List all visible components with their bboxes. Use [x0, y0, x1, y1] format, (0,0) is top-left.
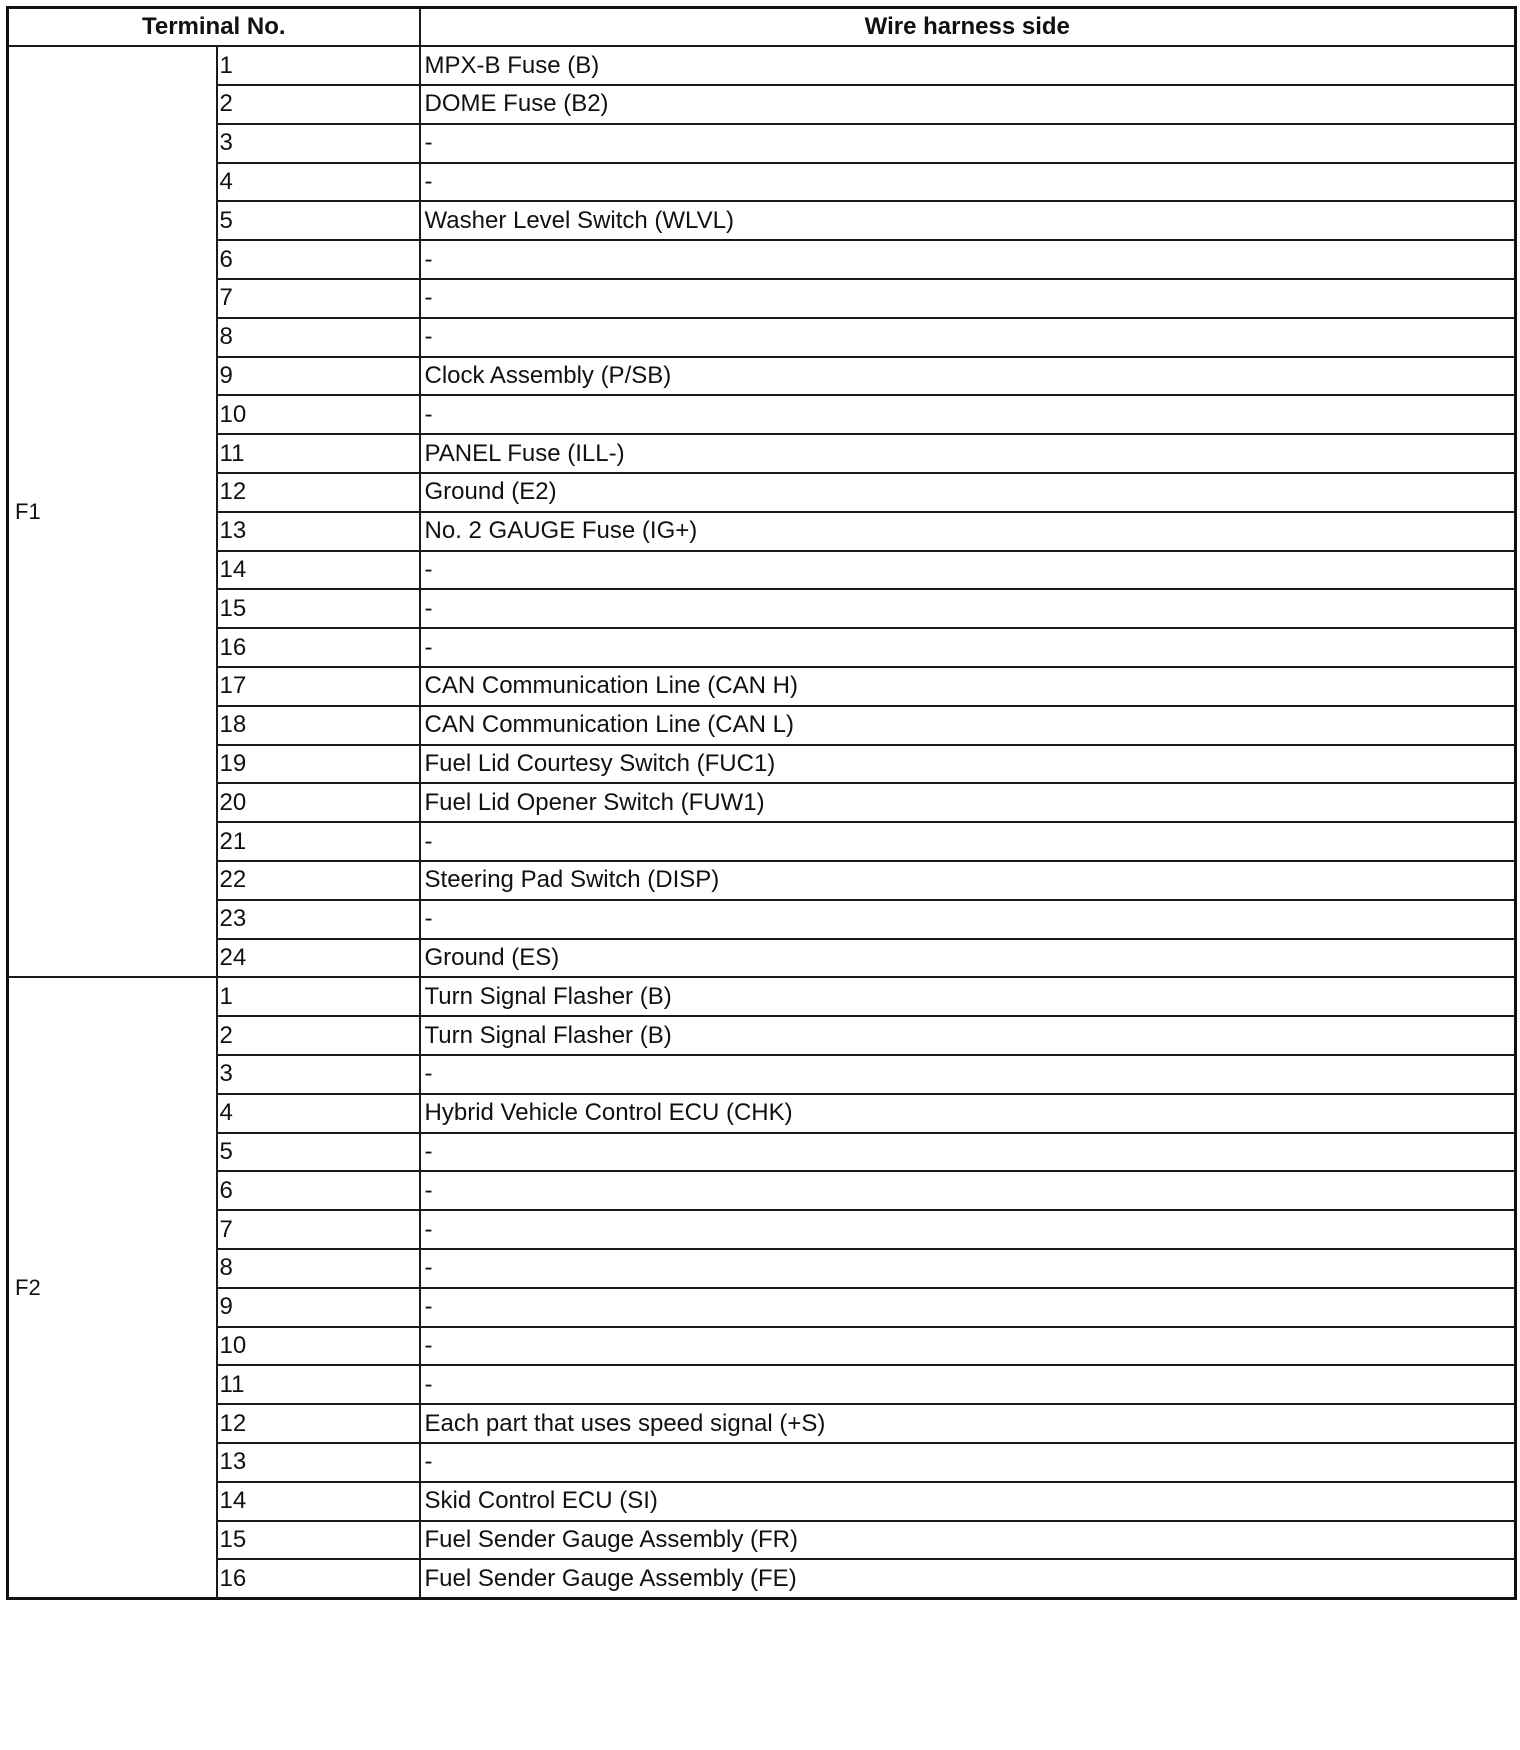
table-row	[8, 124, 1516, 163]
terminal-number: 15	[217, 589, 420, 628]
table-row	[8, 201, 1516, 240]
wire-harness-description: Ground (E2)	[420, 473, 1516, 512]
table-row	[8, 1016, 1516, 1055]
terminal-number: 19	[217, 745, 420, 784]
terminal-number: 9	[217, 357, 420, 396]
connector-group-label: F1	[8, 46, 217, 977]
table-row	[8, 434, 1516, 473]
terminal-number: 5	[217, 1133, 420, 1172]
wire-harness-description: CAN Communication Line (CAN H)	[420, 667, 1516, 706]
wire-harness-description: -	[420, 900, 1516, 939]
table-row	[8, 667, 1516, 706]
wire-harness-description: -	[420, 589, 1516, 628]
wire-harness-description: -	[420, 1365, 1516, 1404]
wire-harness-description: CAN Communication Line (CAN L)	[420, 706, 1516, 745]
table-row	[8, 1210, 1516, 1249]
terminal-number: 4	[217, 1094, 420, 1133]
wire-harness-description: -	[420, 240, 1516, 279]
table-row	[8, 977, 1516, 1016]
table-row	[8, 279, 1516, 318]
terminal-number: 14	[217, 551, 420, 590]
table-row	[8, 1327, 1516, 1366]
terminal-number: 2	[217, 1016, 420, 1055]
terminal-number: 8	[217, 1249, 420, 1288]
wire-harness-description: Fuel Lid Opener Switch (FUW1)	[420, 783, 1516, 822]
wire-harness-description: -	[420, 1133, 1516, 1172]
table-row	[8, 357, 1516, 396]
terminal-number: 21	[217, 822, 420, 861]
terminal-number: 22	[217, 861, 420, 900]
terminal-number: 14	[217, 1482, 420, 1521]
table-row	[8, 1404, 1516, 1443]
table-row	[8, 1559, 1516, 1598]
wire-harness-description: Fuel Sender Gauge Assembly (FR)	[420, 1521, 1516, 1560]
terminal-number: 4	[217, 163, 420, 202]
wire-harness-description: -	[420, 551, 1516, 590]
wire-harness-description: Washer Level Switch (WLVL)	[420, 201, 1516, 240]
table-row	[8, 1443, 1516, 1482]
connector-group-label: F2	[8, 977, 217, 1598]
terminal-number: 24	[217, 939, 420, 978]
terminal-number: 2	[217, 85, 420, 124]
wire-harness-description: -	[420, 163, 1516, 202]
terminal-number: 6	[217, 240, 420, 279]
wire-harness-description: Each part that uses speed signal (+S)	[420, 1404, 1516, 1443]
wire-harness-description: Hybrid Vehicle Control ECU (CHK)	[420, 1094, 1516, 1133]
terminal-number: 13	[217, 512, 420, 551]
wire-harness-description: Turn Signal Flasher (B)	[420, 977, 1516, 1016]
table-row	[8, 163, 1516, 202]
wire-harness-description: -	[420, 1210, 1516, 1249]
wire-harness-description: Skid Control ECU (SI)	[420, 1482, 1516, 1521]
wire-harness-description: -	[420, 318, 1516, 357]
wire-harness-description: -	[420, 628, 1516, 667]
table-row	[8, 900, 1516, 939]
wire-harness-description: -	[420, 1443, 1516, 1482]
wire-harness-description: -	[420, 1288, 1516, 1327]
wire-harness-description: Steering Pad Switch (DISP)	[420, 861, 1516, 900]
table-row	[8, 240, 1516, 279]
table-row	[8, 473, 1516, 512]
table-row	[8, 1094, 1516, 1133]
wire-harness-description: Turn Signal Flasher (B)	[420, 1016, 1516, 1055]
header-terminal-no: Terminal No.	[8, 8, 420, 47]
wire-harness-description: -	[420, 1249, 1516, 1288]
wire-harness-description: MPX-B Fuse (B)	[420, 46, 1516, 85]
table-row	[8, 512, 1516, 551]
terminal-number: 3	[217, 124, 420, 163]
terminal-number: 7	[217, 279, 420, 318]
table-row	[8, 939, 1516, 978]
wire-harness-description: DOME Fuse (B2)	[420, 85, 1516, 124]
terminal-number: 5	[217, 201, 420, 240]
table-row	[8, 551, 1516, 590]
wire-harness-description: No. 2 GAUGE Fuse (IG+)	[420, 512, 1516, 551]
table-row	[8, 1171, 1516, 1210]
wire-harness-description: -	[420, 1055, 1516, 1094]
table-row	[8, 628, 1516, 667]
wire-harness-description: Ground (ES)	[420, 939, 1516, 978]
terminal-number: 10	[217, 395, 420, 434]
table-row	[8, 1288, 1516, 1327]
terminal-number: 11	[217, 1365, 420, 1404]
table-row	[8, 822, 1516, 861]
table-row	[8, 46, 1516, 85]
terminal-number: 23	[217, 900, 420, 939]
table-row	[8, 1482, 1516, 1521]
wire-harness-description: -	[420, 1171, 1516, 1210]
terminal-number: 8	[217, 318, 420, 357]
table-row	[8, 706, 1516, 745]
table-header-row	[8, 8, 1516, 47]
table-row	[8, 861, 1516, 900]
wire-harness-description: -	[420, 124, 1516, 163]
wire-harness-description: Fuel Lid Courtesy Switch (FUC1)	[420, 745, 1516, 784]
terminal-number: 15	[217, 1521, 420, 1560]
terminal-number: 1	[217, 977, 420, 1016]
table-row	[8, 1249, 1516, 1288]
terminal-number: 20	[217, 783, 420, 822]
table-row	[8, 783, 1516, 822]
terminal-number: 12	[217, 473, 420, 512]
table-row	[8, 1055, 1516, 1094]
terminal-number: 3	[217, 1055, 420, 1094]
table-body	[8, 46, 1516, 1598]
terminal-number: 18	[217, 706, 420, 745]
terminal-number: 10	[217, 1327, 420, 1366]
wire-harness-description: -	[420, 822, 1516, 861]
table-row	[8, 318, 1516, 357]
wire-harness-description: Clock Assembly (P/SB)	[420, 357, 1516, 396]
table-row	[8, 1521, 1516, 1560]
terminal-table	[6, 6, 1517, 1600]
terminal-number: 16	[217, 628, 420, 667]
wire-harness-description: PANEL Fuse (ILL-)	[420, 434, 1516, 473]
wire-harness-description: -	[420, 279, 1516, 318]
terminal-number: 9	[217, 1288, 420, 1327]
table-row	[8, 1133, 1516, 1172]
terminal-number: 1	[217, 46, 420, 85]
terminal-number: 17	[217, 667, 420, 706]
terminal-number: 11	[217, 434, 420, 473]
terminal-number: 12	[217, 1404, 420, 1443]
terminal-number: 7	[217, 1210, 420, 1249]
table-row	[8, 85, 1516, 124]
wire-harness-description: Fuel Sender Gauge Assembly (FE)	[420, 1559, 1516, 1598]
table-row	[8, 745, 1516, 784]
wire-harness-description: -	[420, 395, 1516, 434]
wire-harness-description: -	[420, 1327, 1516, 1366]
terminal-number: 13	[217, 1443, 420, 1482]
table-row	[8, 1365, 1516, 1404]
table-row	[8, 395, 1516, 434]
terminal-number: 6	[217, 1171, 420, 1210]
terminal-number: 16	[217, 1559, 420, 1598]
table-row	[8, 589, 1516, 628]
header-wire-harness-side: Wire harness side	[420, 8, 1516, 47]
